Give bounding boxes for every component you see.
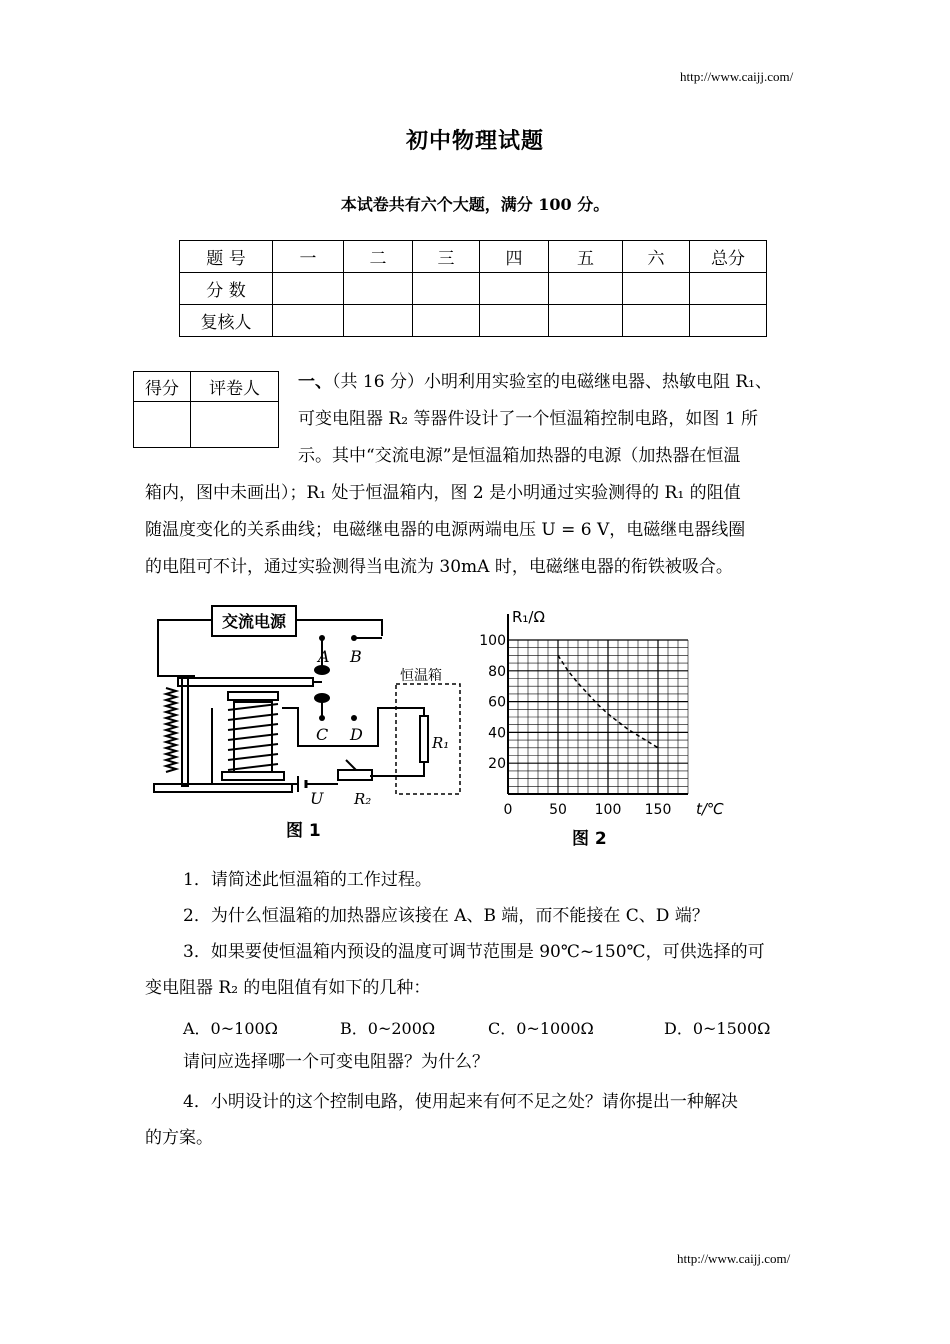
score-table-header-cell: 五 [549, 241, 623, 273]
score-cell [273, 273, 344, 305]
footer-url: http://www.caijj.com/ [677, 1251, 791, 1266]
page-title: 初中物理试题 [405, 128, 544, 154]
grader-name-label: 评卷人 [191, 372, 279, 402]
wire [296, 620, 382, 636]
base-plate [154, 784, 292, 792]
score-row-label: 复核人 [180, 305, 273, 337]
question-2: 2．为什么恒温箱的加热器应该接在 A、B 端，而不能接在 C、D 端？ [183, 906, 709, 926]
wire [282, 708, 396, 746]
score-table-header-cell: 一 [273, 241, 344, 273]
section1-intro [298, 364, 818, 475]
coil-base [222, 772, 284, 780]
score-cell [413, 305, 480, 337]
label-b: B [350, 647, 362, 666]
figure2-caption: 图 2 [572, 829, 607, 849]
x-tick-label: 50 [549, 802, 567, 818]
score-cell [690, 273, 767, 305]
score-cell [413, 273, 480, 305]
u-label: U [310, 789, 324, 808]
grader-score-label: 得分 [134, 372, 191, 402]
score-cell [623, 305, 690, 337]
figure1-circuit-diagram [150, 598, 470, 846]
section1-line: 一、（共 16 分）小明利用实验室的电磁继电器、热敏电阻 R₁、 [298, 372, 772, 392]
y-tick-label: 80 [488, 663, 506, 680]
section1-heading: 一、 [298, 372, 332, 392]
grader-box [133, 371, 279, 448]
chart-grid [508, 640, 688, 794]
coil-windings [228, 704, 278, 770]
x-tick-label: 100 [594, 802, 622, 818]
question-1: 1．请简述此恒温箱的工作过程。 [183, 870, 432, 890]
question-4-line2: 的方案。 [145, 1128, 213, 1148]
r2-resistor [338, 770, 372, 780]
score-table [179, 240, 767, 337]
section1-line: 示。其中“交流电源”是恒温箱加热器的电源（加热器在恒温 [298, 446, 741, 466]
score-table-header-row [180, 241, 767, 273]
score-cell [273, 305, 344, 337]
score-table-header-cell: 二 [344, 241, 413, 273]
contact-c [319, 715, 325, 721]
option-a: A．0~100Ω [183, 1019, 278, 1038]
score-table-header-cell: 题 号 [180, 241, 273, 273]
score-cell [549, 273, 623, 305]
score-cell [623, 273, 690, 305]
score-cell [480, 305, 549, 337]
wire [158, 620, 212, 676]
y-tick-label: 60 [488, 694, 506, 711]
r1-label: R₁ [432, 734, 450, 752]
y-tick-label: 40 [488, 725, 506, 742]
armature-arm [178, 678, 313, 686]
score-table-header-cell: 六 [623, 241, 690, 273]
option-d: D．0~1500Ω [664, 1019, 771, 1038]
ac-source-label: 交流电源 [221, 612, 287, 631]
section1-line: 的电阻可不计，通过实验测得当电流为 30mA 时，电磁继电器的衔铁被吸合。 [145, 557, 733, 577]
question-4-line1: 4．小明设计的这个控制电路，使用起来有何不足之处？请你提出一种解决 [183, 1092, 738, 1112]
score-table-row [180, 273, 767, 305]
score-cell [480, 273, 549, 305]
score-cell [344, 273, 413, 305]
spring [166, 688, 176, 772]
score-cell [549, 305, 623, 337]
section1-body [145, 475, 825, 586]
thermostat-label: 恒温箱 [400, 668, 442, 684]
grader-score-cell [134, 402, 191, 448]
option-b: B．0~200Ω [340, 1019, 436, 1038]
y-tick-label: 100 [479, 633, 506, 649]
question-3-follow: 请问应选择哪一个可变电阻器？为什么？ [183, 1052, 489, 1072]
figure1-caption: 图 1 [286, 821, 321, 841]
question-3-line2: 变电阻器 R₂ 的电阻值有如下的几种： [145, 978, 431, 998]
score-table-header-cell: 总分 [690, 241, 767, 273]
armature-iron [228, 692, 278, 700]
chart-x-axis-label: t/℃ [696, 800, 724, 818]
chart-y-axis-label: R₁/Ω [512, 608, 545, 626]
label-d: D [350, 725, 363, 744]
label-a: A [318, 647, 330, 666]
contact-d [351, 715, 357, 721]
question-3-options [0, 1016, 950, 1040]
header-url: http://www.caijj.com/ [680, 69, 794, 84]
score-cell [690, 305, 767, 337]
score-row-label: 分 数 [180, 273, 273, 305]
score-table-header-cell: 三 [413, 241, 480, 273]
section1-line: 箱内，图中未画出）；R₁ 处于恒温箱内，图 2 是小明通过实验测得的 R₁ 的阻值 [145, 483, 741, 503]
r2-label: R₂ [354, 790, 372, 808]
r1-resistor [420, 716, 428, 762]
y-tick-label: 20 [488, 756, 506, 773]
support-post [182, 678, 188, 786]
score-table-row [180, 305, 767, 337]
page-subtitle: 本试卷共有六个大题，满分 100 分。 [340, 195, 610, 214]
figure2-chart [478, 600, 740, 852]
x-tick-label: 150 [644, 802, 672, 818]
grader-name-cell [191, 402, 279, 448]
question-3-line1: 3．如果要使恒温箱内预设的温度可调节范围是 90℃~150℃，可供选择的可 [183, 942, 765, 962]
score-table-header-cell: 四 [480, 241, 549, 273]
label-c: C [316, 725, 329, 744]
section1-line: 可变电阻器 R₂ 等器件设计了一个恒温箱控制电路，如图 1 所 [298, 409, 759, 429]
option-c: C．0~1000Ω [488, 1019, 594, 1038]
x-tick-label: 0 [503, 802, 513, 818]
section1-line: 随温度变化的关系曲线；电磁继电器的电源两端电压 U = 6 V，电磁继电器线圈 [145, 520, 746, 540]
score-cell [344, 305, 413, 337]
